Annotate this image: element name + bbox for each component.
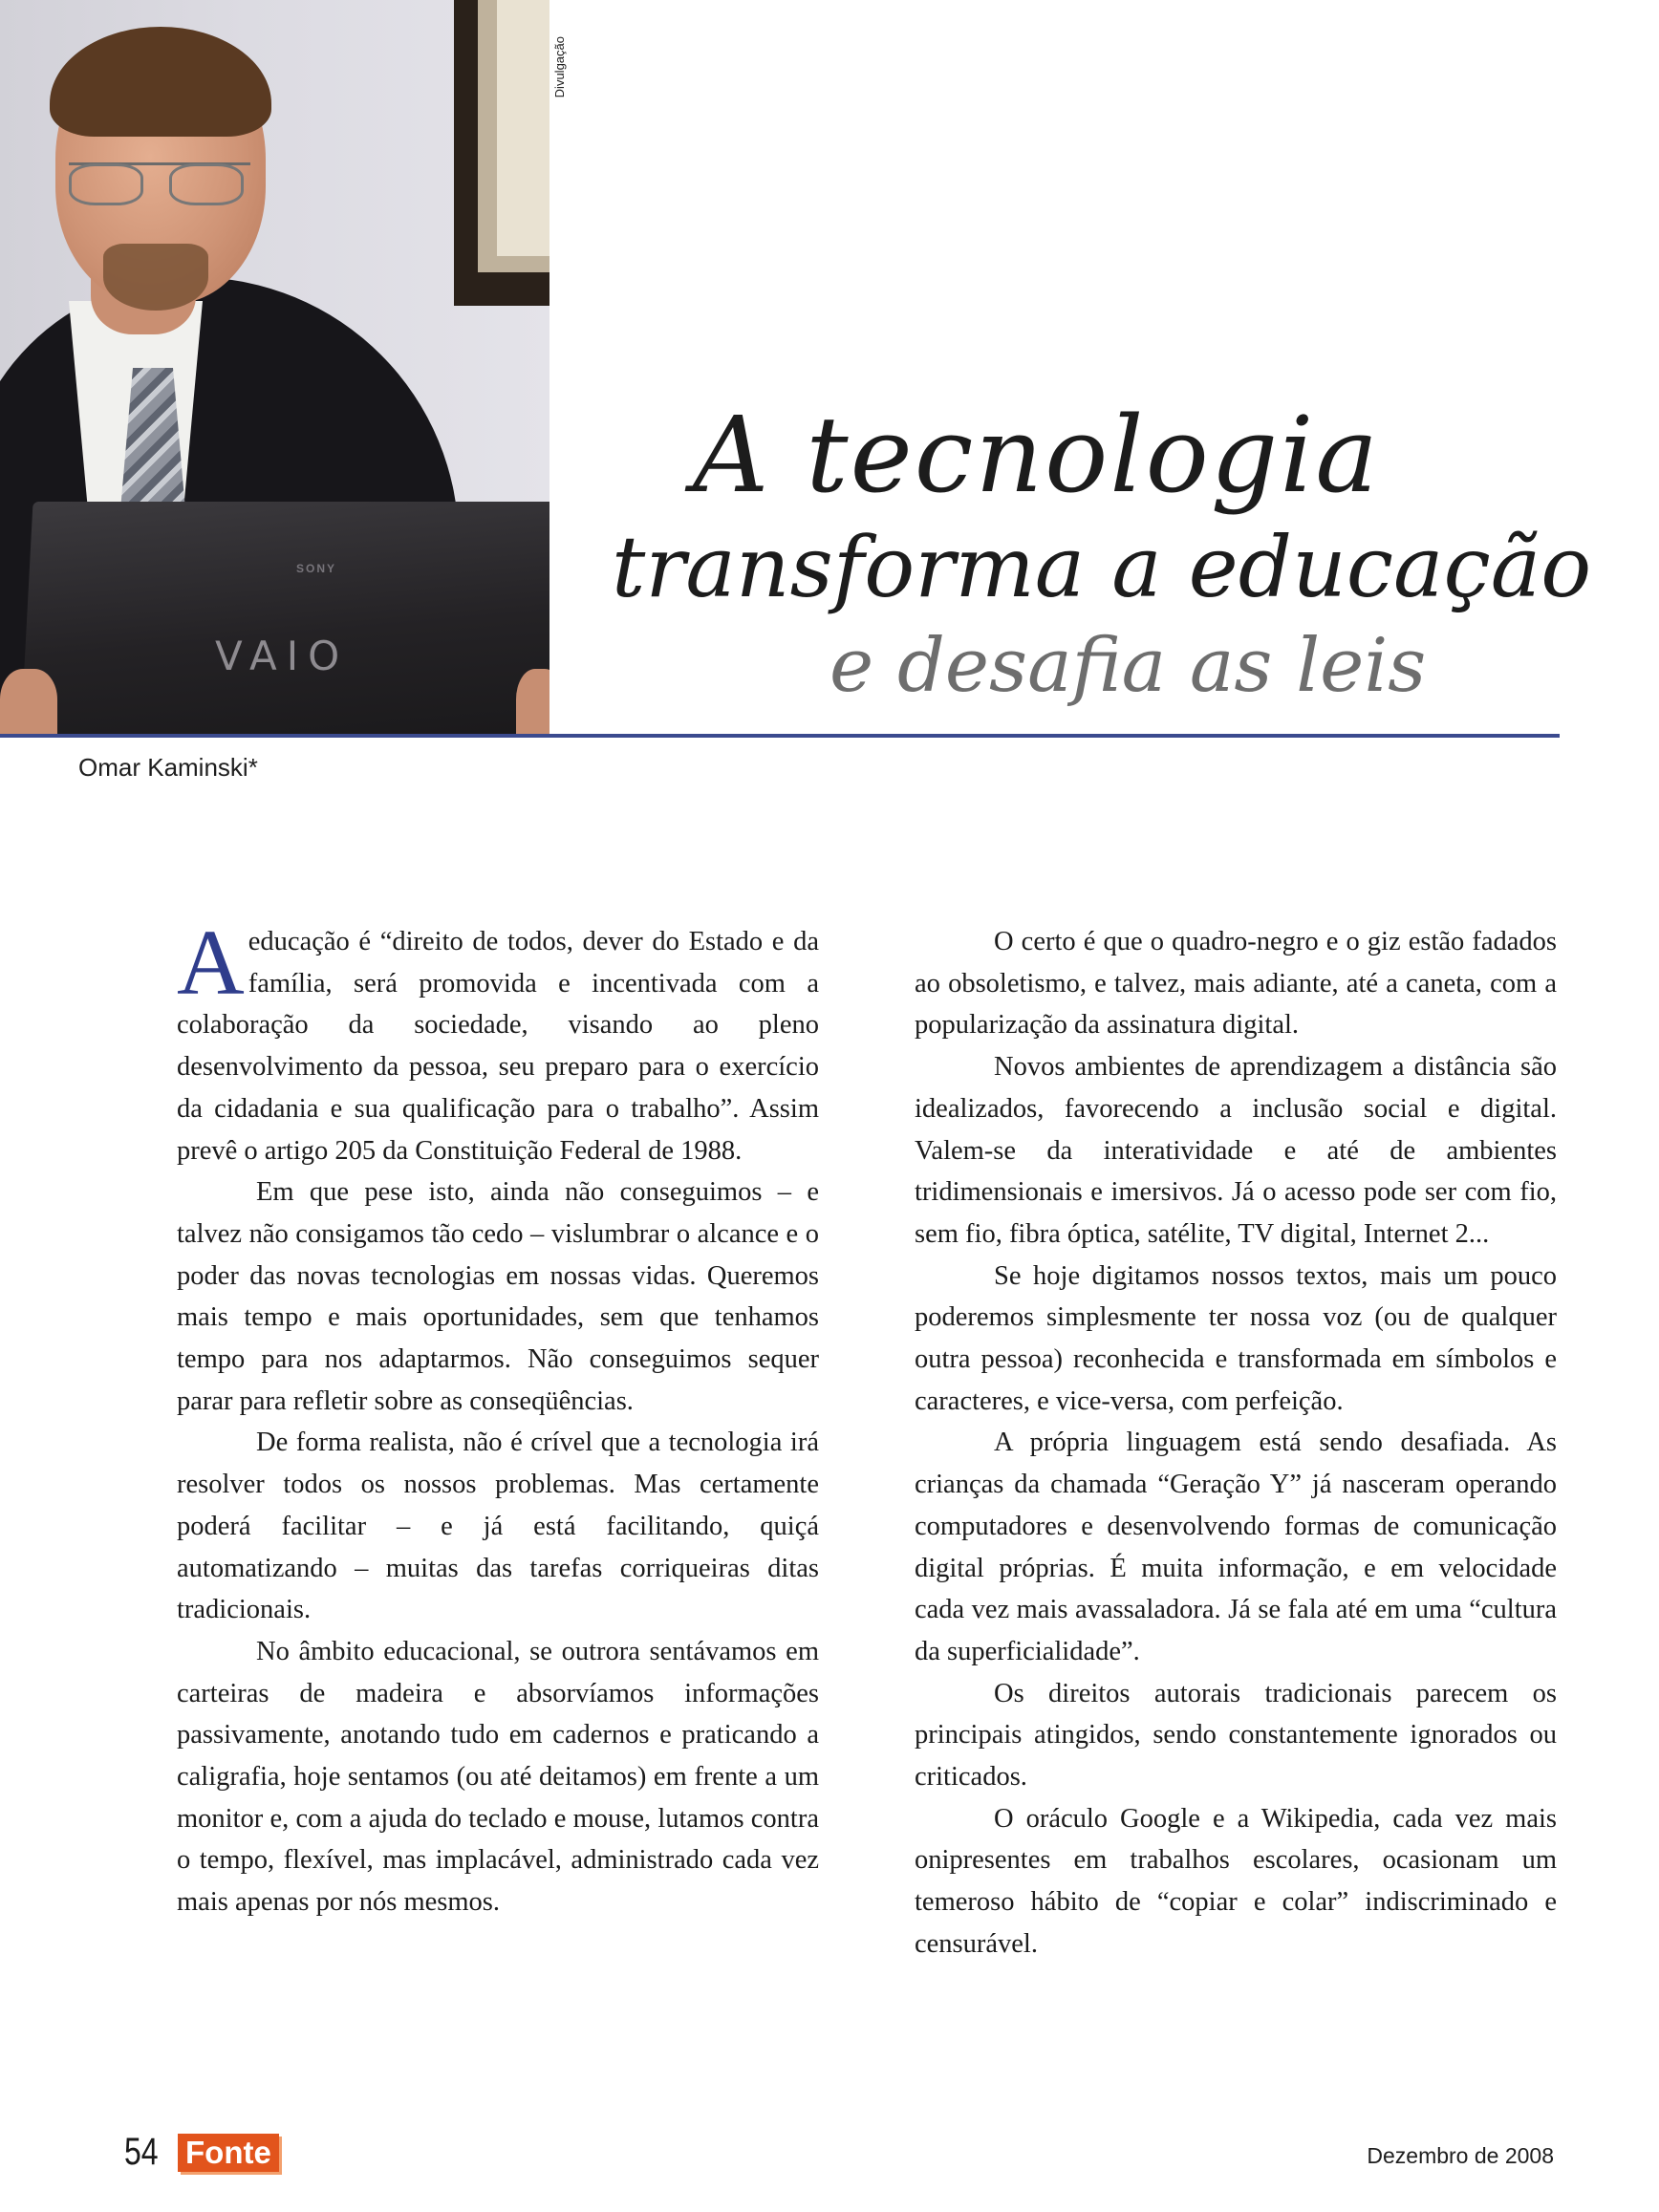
glasses xyxy=(69,162,250,204)
paragraph: Em que pese isto, ainda não conseguimos – e talvez não consigamos tão cedo – vislumbrar o alcance e o poder das novas tecnologias em nossas vidas. Queremos mais tempo e mais oportunidades, sem que tenhamos tempo para nos adaptarmos. Não conseguimos sequer parar para refletir sobre as conseqüências. xyxy=(177,1177,819,1416)
article-column-left xyxy=(177,912,819,1923)
paragraph: Os direitos autorais tradicionais parecem os principais atingidos, sendo constantemente ignorados ou criticados. xyxy=(915,1678,1557,1793)
issue-date: Dezembro de 2008 xyxy=(1367,2143,1554,2168)
headline-line-2: transforma a educação xyxy=(612,518,1592,616)
paragraph: Se hoje digitamos nossos textos, mais um pouco poderemos simplesmente ter nossa voz (ou de qualquer outra pessoa) reconhecida e transformada em símbolos e caracteres, e vice-versa, com perfeição. xyxy=(915,1260,1557,1416)
paragraph: Novos ambientes de aprendizagem a distância são idealizados, favorecendo a inclusão social e digital. Valem-se da interatividade e até de ambientes tridimensionais e imersivos. Já o acesso pode ser com fio, sem fio, fibra óptica, satélite, TV digital, Internet 2... xyxy=(915,1052,1557,1249)
paragraph: A própria linguagem está sendo desafiada. As crianças da chamada “Geração Y” já nasceram operando computadores e desenvolvendo formas de comunicação digital próprias. É muita informação, e em velocidade cada vez mais avassaladora. Já se fala até em uma “cultura da superficialidade”. xyxy=(915,1428,1557,1666)
laptop xyxy=(20,502,549,734)
paragraph: No âmbito educacional, se outrora sentávamos em carteiras de madeira e absorvíamos informações passivamente, anotando tudo em cadernos e praticando a caligrafia, hoje sentamos (ou até deitamos) em frente a um monitor e, com a ajuda do teclado e mouse, lutamos contra o tempo, flexível, mas implacável, administrado cada vez mais apenas por nós mesmos. xyxy=(177,1636,819,1918)
laptop-logo: VAIO xyxy=(215,633,350,679)
author-byline: Omar Kaminski* xyxy=(78,753,258,782)
paragraph: O oráculo Google e a Wikipedia, cada vez mais onipresentes em trabalhos escolares, ocasionam um temeroso hábito de “copiar e colar” indiscriminado e censurável. xyxy=(915,1803,1557,1959)
paragraph: Aeducação é “direito de todos, dever do Estado e da família, será promovida e incentivada com a colaboração da sociedade, visando ao pleno desenvolvimento da pessoa, seu preparo para o exercício da cidadania e sua qualificação para o trabalho”. Assim prevê o artigo 205 da Constituição Federal de 1988. xyxy=(177,912,819,1166)
paragraph: O certo é que o quadro-negro e o giz estão fadados ao obsoletismo, e talvez, mais adiante, até a caneta, com a popularização da assinatura digital. xyxy=(915,927,1557,1041)
title-rule xyxy=(0,734,1560,738)
magazine-logo: Fonte xyxy=(178,2134,279,2172)
drop-cap: A xyxy=(177,912,245,1015)
author-photo xyxy=(0,0,549,734)
page-number: 54 xyxy=(124,2131,159,2173)
headline-line-3: e desafia as leis xyxy=(830,623,1427,709)
laptop-brand: SONY xyxy=(296,562,337,575)
paragraph: De forma realista, não é crível que a tecnologia irá resolver todos os nossos problemas. Mas certamente poderá facilitar – e já está facilitando, quiçá automatizando – muitas das tarefas corriqueiras ditas tradicionais. xyxy=(177,1428,819,1625)
headline-line-1: A tecnologia xyxy=(693,394,1380,516)
article-column-right xyxy=(915,921,1557,1965)
photo-credit: Divulgação xyxy=(552,36,567,98)
